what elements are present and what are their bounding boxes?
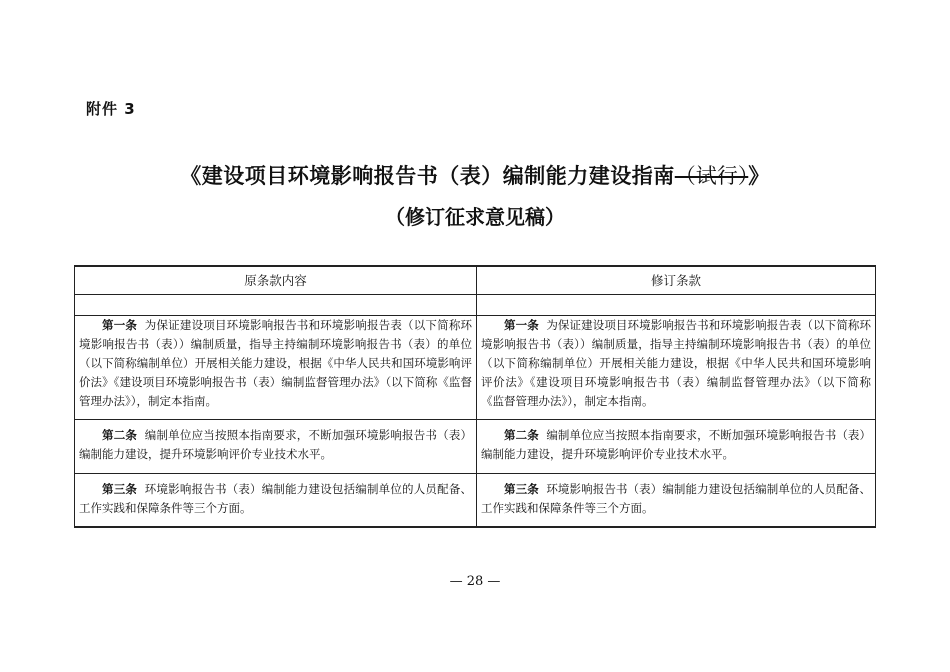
title-struck-text: （试行） (674, 164, 749, 188)
header-revised: 修订条款 (477, 266, 876, 295)
revised-cell (477, 316, 876, 420)
title-subtitle: （修订征求意见稿） (385, 205, 565, 229)
revised-cell (477, 420, 876, 474)
article-text: 为保证建设项目环境影响报告书和环境影响报告表（以下简称环境影响报告书（表））编制质量，指导主持编制环境影响报告书（表）的单位（以下简称编制单位）开展相关能力建设，根据《中华人民共和国环境影响评价法》《建设项目环境影响报告书（表）编制监督管理办法》（以下简称《监督管理办法》），制定本指南。 (79, 318, 473, 408)
attachment-label: 附件 3 (86, 100, 136, 118)
article-number: 第三条 (504, 482, 539, 496)
article-text: 环境影响报告书（表）编制能力建设包括编制单位的人员配备、工作实践和保障条件等三个方面。 (79, 482, 473, 515)
spacer-row (75, 295, 876, 316)
article-number: 第二条 (102, 428, 138, 442)
document-title (0, 160, 950, 230)
revised-cell (477, 474, 876, 528)
header-original: 原条款内容 (75, 266, 477, 295)
table-row (75, 316, 876, 420)
original-cell (75, 316, 477, 420)
original-cell (75, 474, 477, 528)
title-line-1 (0, 160, 950, 190)
table-row (75, 420, 876, 474)
table-row (75, 474, 876, 528)
article-text: 环境影响报告书（表）编制能力建设包括编制单位的人员配备、工作实践和保障条件等三个方面。 (481, 482, 872, 515)
article-text: 编制单位应当按照本指南要求，不断加强环境影响报告书（表）编制能力建设，提升环境影响评价专业技术水平。 (481, 428, 872, 461)
title-main: 《建设项目环境影响报告书（表）编制能力建设指南 (180, 163, 675, 188)
title-close: 》 (748, 163, 770, 188)
article-number: 第三条 (102, 482, 138, 496)
original-cell (75, 420, 477, 474)
article-text: 为保证建设项目环境影响报告书和环境影响报告表（以下简称环境影响报告书（表））编制质量，指导主持编制环境影响报告书（表）的单位（以下简称编制单位）开展相关能力建设，根据《中华人民共和国环境影响评价法》《建设项目环境影响报告书（表）编制监督管理办法》（以下简称《监督管理办法》），制定本指南。 (481, 318, 872, 408)
page-number: — 28 — (449, 574, 501, 589)
article-text: 编制单位应当按照本指南要求，不断加强环境影响报告书（表）编制能力建设，提升环境影响评价专业技术水平。 (79, 428, 473, 461)
table-header-row (75, 266, 876, 295)
article-number: 第一条 (504, 318, 539, 332)
comparison-table (74, 265, 876, 528)
article-number: 第一条 (102, 318, 138, 332)
article-number: 第二条 (504, 428, 539, 442)
